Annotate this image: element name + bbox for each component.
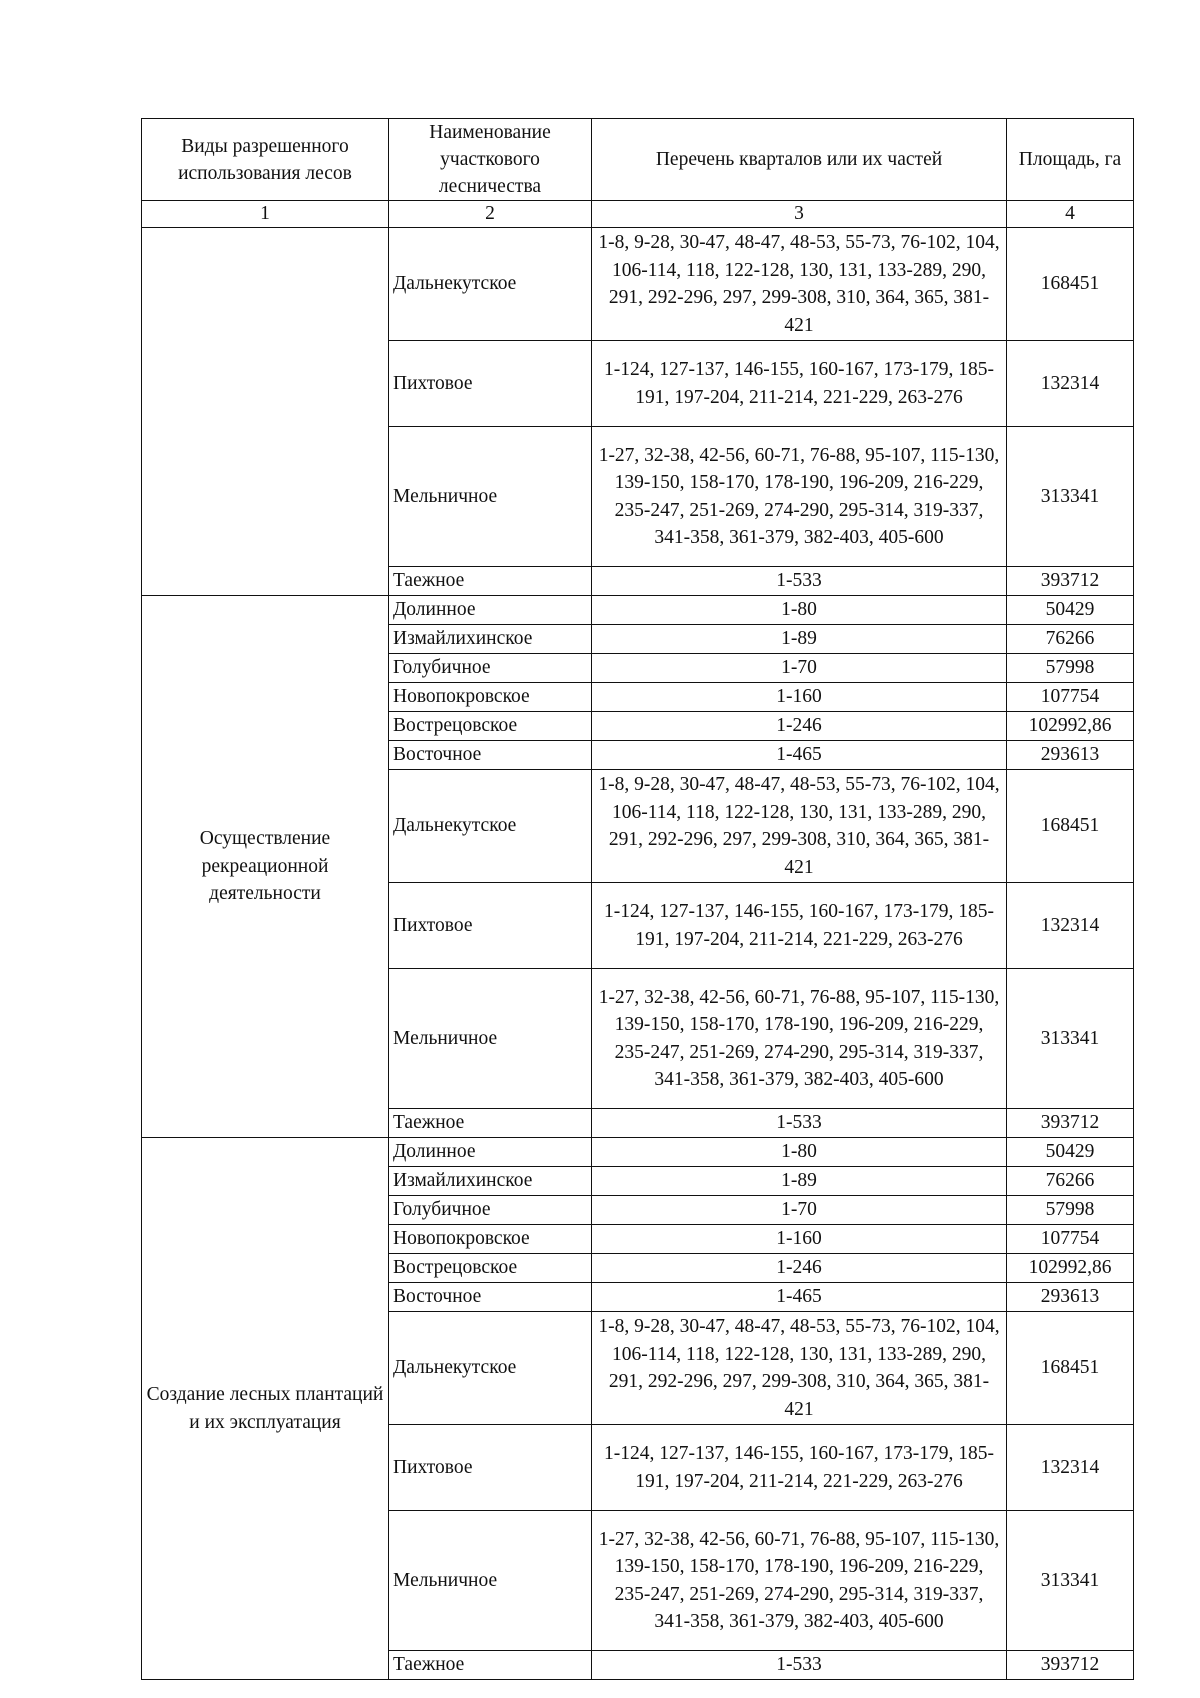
quarters-cell: 1-8, 9-28, 30-47, 48-47, 48-53, 55-73, 76-102, 104, 106-114, 118, 122-128, 130, 131, 133-289, 290, 291, 292-296, 297, 299-308, 310, 364, 365, 381-421 [592,770,1007,883]
column-number-row [142,201,1134,228]
area-cell: 393712 [1007,567,1134,596]
forestry-name-cell: Дальнекутское [389,1312,592,1425]
header-area: Площадь, га [1007,119,1134,201]
forestry-name-cell: Мельничное [389,427,592,567]
area-cell: 393712 [1007,1651,1134,1680]
forestry-name-cell: Голубичное [389,654,592,683]
forestry-name-cell: Вострецовское [389,712,592,741]
forestry-name-cell: Голубичное [389,1196,592,1225]
quarters-cell: 1-80 [592,1138,1007,1167]
quarters-cell: 1-27, 32-38, 42-56, 60-71, 76-88, 95-107, 115-130, 139-150, 158-170, 178-190, 196-209, 216-229, 235-247, 251-269, 274-290, 295-314, 319-337, 341-358, 361-379, 382-403, 405-600 [592,1511,1007,1651]
quarters-cell: 1-124, 127-137, 146-155, 160-167, 173-179, 185-191, 197-204, 211-214, 221-229, 263-276 [592,883,1007,969]
area-cell: 313341 [1007,969,1134,1109]
use-type-cell [142,228,389,596]
quarters-cell: 1-465 [592,741,1007,770]
forestry-name-cell: Таежное [389,1651,592,1680]
area-cell: 168451 [1007,228,1134,341]
forestry-name-cell: Пихтовое [389,1425,592,1511]
forest-use-table [141,118,1134,1680]
area-cell: 293613 [1007,1283,1134,1312]
area-cell: 57998 [1007,654,1134,683]
forestry-name-cell: Мельничное [389,969,592,1109]
forestry-name-cell: Мельничное [389,1511,592,1651]
forestry-name-cell: Пихтовое [389,883,592,969]
table-header-row [142,119,1134,201]
area-cell: 50429 [1007,596,1134,625]
forestry-name-cell: Измайлихинское [389,625,592,654]
forestry-name-cell: Пихтовое [389,341,592,427]
forestry-name-cell: Дальнекутское [389,228,592,341]
area-cell: 132314 [1007,341,1134,427]
area-cell: 50429 [1007,1138,1134,1167]
quarters-cell: 1-70 [592,1196,1007,1225]
forestry-name-cell: Таежное [389,567,592,596]
area-cell: 168451 [1007,770,1134,883]
forestry-name-cell: Новопокровское [389,683,592,712]
column-number: 4 [1007,201,1134,228]
quarters-cell: 1-70 [592,654,1007,683]
header-use-type: Виды разрешенного использования лесов [142,119,389,201]
quarters-cell: 1-8, 9-28, 30-47, 48-47, 48-53, 55-73, 76-102, 104, 106-114, 118, 122-128, 130, 131, 133-289, 290, 291, 292-296, 297, 299-308, 310, 364, 365, 381-421 [592,1312,1007,1425]
quarters-cell: 1-124, 127-137, 146-155, 160-167, 173-179, 185-191, 197-204, 211-214, 221-229, 263-276 [592,1425,1007,1511]
area-cell: 313341 [1007,427,1134,567]
area-cell: 102992,86 [1007,712,1134,741]
forestry-name-cell: Вострецовское [389,1254,592,1283]
forestry-name-cell: Таежное [389,1109,592,1138]
area-cell: 132314 [1007,1425,1134,1511]
column-number: 2 [389,201,592,228]
area-cell: 293613 [1007,741,1134,770]
quarters-cell: 1-533 [592,567,1007,596]
quarters-cell: 1-27, 32-38, 42-56, 60-71, 76-88, 95-107, 115-130, 139-150, 158-170, 178-190, 196-209, 216-229, 235-247, 251-269, 274-290, 295-314, 319-337, 341-358, 361-379, 382-403, 405-600 [592,427,1007,567]
use-type-cell: Создание лесных плантаций и их эксплуатация [142,1138,389,1680]
quarters-cell: 1-246 [592,1254,1007,1283]
quarters-cell: 1-8, 9-28, 30-47, 48-47, 48-53, 55-73, 76-102, 104, 106-114, 118, 122-128, 130, 131, 133-289, 290, 291, 292-296, 297, 299-308, 310, 364, 365, 381-421 [592,228,1007,341]
table-row [142,1138,1134,1167]
quarters-cell: 1-89 [592,625,1007,654]
forestry-name-cell: Долинное [389,1138,592,1167]
quarters-cell: 1-533 [592,1109,1007,1138]
quarters-cell: 1-27, 32-38, 42-56, 60-71, 76-88, 95-107, 115-130, 139-150, 158-170, 178-190, 196-209, 216-229, 235-247, 251-269, 274-290, 295-314, 319-337, 341-358, 361-379, 382-403, 405-600 [592,969,1007,1109]
area-cell: 313341 [1007,1511,1134,1651]
area-cell: 76266 [1007,625,1134,654]
header-forestry-name: Наименование участкового лесничества [389,119,592,201]
use-type-cell: Осуществление рекреационной деятельности [142,596,389,1138]
header-quarters-list: Перечень кварталов или их частей [592,119,1007,201]
table-row [142,228,1134,341]
column-number: 3 [592,201,1007,228]
area-cell: 102992,86 [1007,1254,1134,1283]
quarters-cell: 1-533 [592,1651,1007,1680]
quarters-cell: 1-160 [592,683,1007,712]
quarters-cell: 1-89 [592,1167,1007,1196]
area-cell: 107754 [1007,1225,1134,1254]
area-cell: 76266 [1007,1167,1134,1196]
forestry-name-cell: Восточное [389,1283,592,1312]
quarters-cell: 1-124, 127-137, 146-155, 160-167, 173-179, 185-191, 197-204, 211-214, 221-229, 263-276 [592,341,1007,427]
quarters-cell: 1-465 [592,1283,1007,1312]
quarters-cell: 1-246 [592,712,1007,741]
quarters-cell: 1-80 [592,596,1007,625]
area-cell: 168451 [1007,1312,1134,1425]
table-body [142,228,1134,1680]
quarters-cell: 1-160 [592,1225,1007,1254]
table-row [142,596,1134,625]
forestry-name-cell: Дальнекутское [389,770,592,883]
forestry-name-cell: Долинное [389,596,592,625]
column-number: 1 [142,201,389,228]
area-cell: 57998 [1007,1196,1134,1225]
forestry-name-cell: Восточное [389,741,592,770]
forestry-name-cell: Измайлихинское [389,1167,592,1196]
area-cell: 393712 [1007,1109,1134,1138]
area-cell: 107754 [1007,683,1134,712]
forestry-name-cell: Новопокровское [389,1225,592,1254]
area-cell: 132314 [1007,883,1134,969]
